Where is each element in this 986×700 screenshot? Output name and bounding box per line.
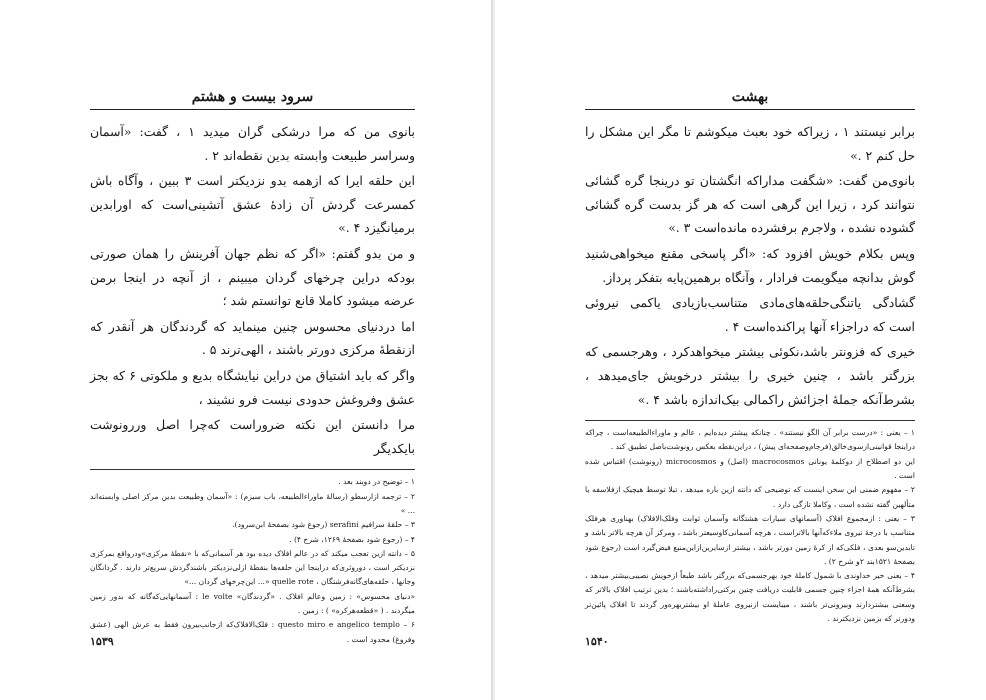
right-page-number: ۱۵۴۰ [585,635,609,648]
right-footnote: ۲ – مفهوم ضمنی این سخن اینست که توضیحی که دانته ازین باره میدهد ، تبلا توسط هیچیک ازفلاسفه یا متألهین گفته نشده است ، وکاملا تازگی دارد . [585,485,915,509]
left-footnote: ۶ – questo miro e angelico templo : فلک‌الافلاک‌که ازجانب‌بیرون فقط به عرش الهی (عشق وفروغ) محدود است . [90,620,416,644]
left-paragraph: اما دردنیای محسوس چنین مینماید که گردندگان هر آنقدر که ازنقطهٔ مرکزی دورتر باشند ، الهی‌ترند ۵ . [90,318,415,358]
left-paragraph: این حلقه ایرا که ازهمه بدو نزدیکتر است ۳ ببین ، وآگاه باش کمسرعت گردش آن زادهٔ عشق آتشینی‌است که اورابدین برمیانگیزد ۴ .» [90,173,415,236]
left-footnote: ۱ – توضیح در دوبند بعد . [338,477,415,487]
left-footnote: «دنیای محسوس» : زمین وعالم افلاک . «گردندگان» le volte : آسمانهایی‌که‌گانه که بدور زمین میگردند . ( «قطعه‌هرکره‌» ) : زمین . [90,591,415,615]
left-paragraph: بانوی من که مرا درشکی گران میدید ۱ ، گفت: «آسمان وسراسر طبیعت وابسته بدین نقطه‌اند ۲ . [90,124,415,163]
right-footnote: این دو اصطلاح از دوکلمهٔ یونانی macrocosmos (اصل) و microcosmos (رونوشت) اقتباس شده است . [585,456,915,481]
left-footnote: ۲ – ترجمه ازارسطو (رسالهٔ ماوراءالطبیعه، باب سیزم) : «آسمان وطبیعت بدین مرکز اصلی وابسته‌اند ... » [90,491,415,515]
left-page-number: ۱۵۳۹ [90,635,114,648]
left-paragraph: مرا دانستن این نکته ضروراست که‌چرا اصل وررونوشت با‌یکدیگر [90,417,415,456]
left-body-text [90,120,415,460]
right-paragraph: برابر نیستند ۱ ، زیراکه خود بعبث میکوشم تا مگر این مشکل را حل کنم ۲ .» [585,124,915,163]
right-footnote-rule [585,420,915,421]
right-body-text [585,120,915,411]
left-footnote: ۳ – حلقهٔ سرافیم serafini (رجوع شود بصفحهٔ ابن‌سرود). [232,520,415,530]
right-footnotes [585,426,915,626]
left-paragraph: واگر که باید اشتیاق من دراین نیایشگاه بدیع و ملکوتی ۶ که بجز عشق وفروغش حدودی نیست فرو نشیند ، [90,367,415,407]
right-page [585,88,915,648]
left-paragraph: و من بدو گفتم: «اگر که نظم جهان آفرینش را همان صورتی بودکه دراین چرخهای گردان میبینم ، از آنچه در اینجا برمن عرضه میشود کاملا قانع توانستم شد ؛ [90,245,415,309]
left-footnote: ۵ – دانته ازین تعجب میکند که در عالم افلاک دیده بود هر آسمانی‌که با «نقطهٔ مرکزی»ودرواقع بمرکزی نزدیکتر است ، دوروثری‌که دراینجا این حلقه‌ها بنقطهٔ ازلی‌نزدیکتر باشندگردش سریع‌تر دارند . گردانگان وجانها ، حلقه‌های‌گانه‌فرشتگان ، quelle rote «... این‌چرخهای گردان ...» [90,548,415,587]
left-page [90,88,415,648]
book-gutter [491,0,495,700]
left-running-header: سرود بیست و هشتم [90,88,415,110]
right-footnote: ۴ – یعنی خیر خداوندی با شمول کاملهٔ خود بهرجسمی‌که بزرگتر باشد طبعاً ازخویش نصیبی‌بیشتر میدهد ، بشرط‌آنکه همهٔ اجزاء چنین جسمی قابلیت دریافت چنین برکتی‌راداشته‌باشند ؛ بدین ترتیب افلاک بالاتر که وسعتی بیشتردارند وبیرونی‌تر باشند ، میبایست ازنیروی عاملهٔ او بیشتر‌بهره‌ور گردند تا افلاک پائین‌تر ودورتر که بزمین نزدیکترند . [585,571,915,623]
left-footnote: ۴ – (رجوع شود بصفحهٔ ۱۲۶۹، شرح ۴) . [289,534,415,544]
right-paragraph: گشادگی یاتنگی‌حلقه‌های‌مادی متناسب‌بازیادی یا‌کمی نیروئی است که دراجزاء آنها پراکنده‌است ۴ . [585,295,915,334]
right-paragraph: خیری که فزونتر باشد،نکوئی بیشتر میخواهدکرد ، وهرجسمی که بزرگتر باشد ، چنین خیری را بیشتر درخویش جای‌میدهد ، بشرط‌آنکه جملهٔ اجزائش را‌کمالی بیک‌اندازه باشد ۴ .» [585,344,915,407]
right-paragraph: بانوی‌من گفت: «شگفت مداراکه انگشتان تو درینجا گره گشائی نتوانند کرد ، زیرا این گرهی است که هر گز بدست گره گشائی گشوده نشده ، ولاجرم برفشرده مانده‌است ۳ .» [585,173,915,236]
left-footnote-rule [90,469,415,470]
right-footnote: ۱ – یعنی : «درست برابر آن الگو نیستند» . چنانکه پیشتر دیده‌ایم ، عالم و ماوراءالطبیعه‌است ، چراکه دراینجا قوانینی‌ازسوی‌خالق(فرجام‌وصفحه‌ای پیش) ، دراین‌نقطه بعکس رونوشت‌باصل تطبیق کند . [585,428,915,452]
right-running-header: بهشت [585,88,915,110]
left-footnotes [90,475,415,647]
right-footnote: ۳ – یعنی : ازمجموع افلاک (آسمانهای سیارات هشتگانه وآسمان ثوابت وفلک‌الافلاک) بهناوری هرفلک متناسب با درجهٔ نیروی ملاءکه‌آنها بالاتراست ، هرچه آسمانی‌کاوسیعتر باشد ، ومرکز آن هرچه بالاتر باشد و تابدین‌سو بعدی ، فلکی‌که از کرهٔ زمین دورتر باشد ، بیشتر ازسایرین‌ازاین‌منبع فیض‌گیرد است (رجوع شود بصفحهٔ ۱۵۲۱بند ۲و شرح ۲) . [585,513,915,566]
right-paragraph: وپس بکلام خویش افزود که: «اگر پاسخی مقنع میخواهی‌شنید گوش بدانچه میگویمت فرادار ، وآنگاه برهمین‌پایه بتفکر پرداز. [585,245,915,285]
